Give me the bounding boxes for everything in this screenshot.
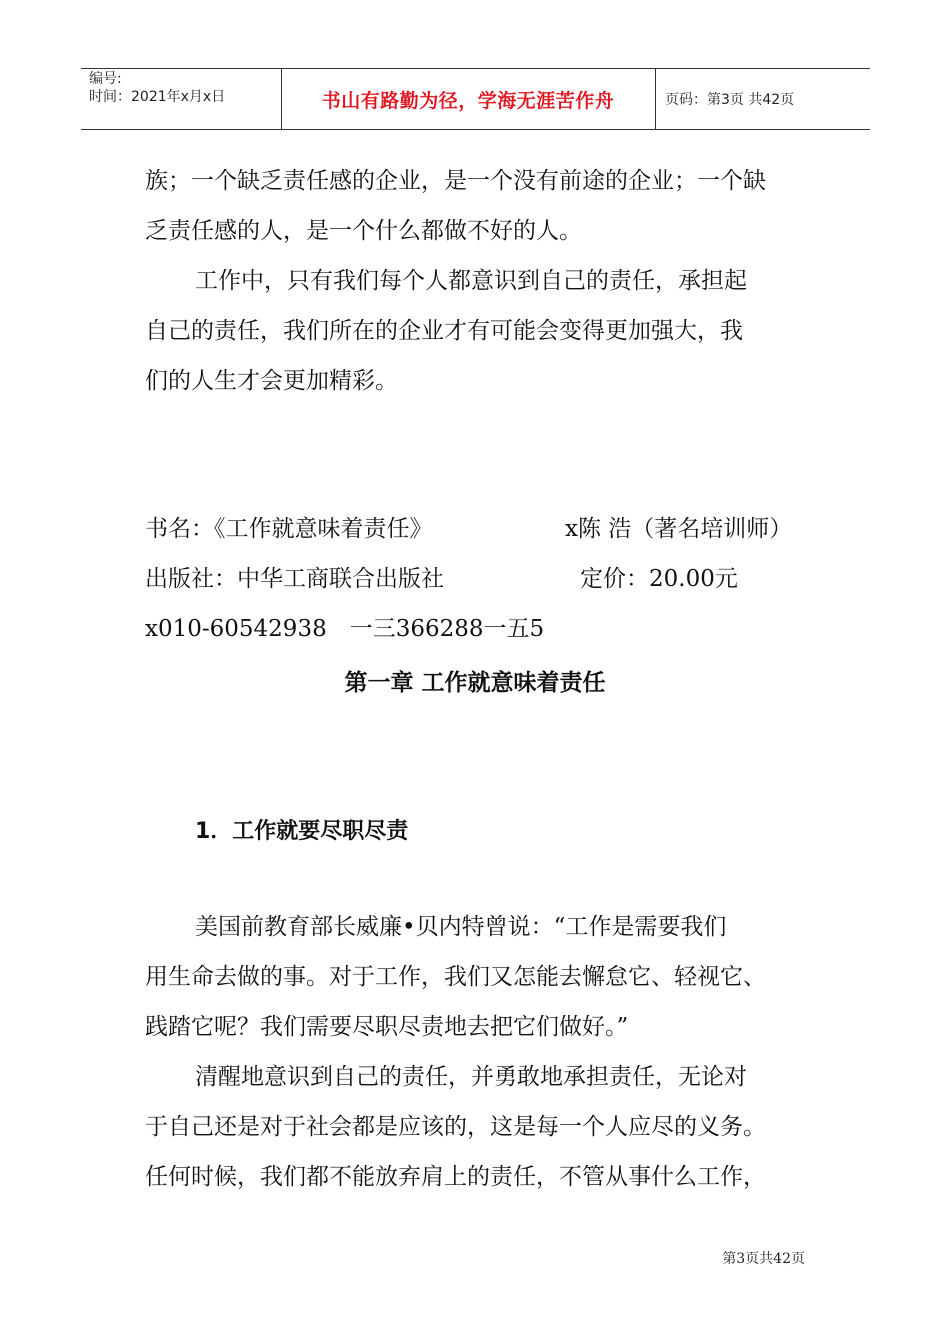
- paragraph-line: 清醒地意识到自己的责任，并勇敢地承担责任，无论对: [195, 1064, 747, 1090]
- number-label: 编号:: [89, 71, 122, 87]
- paragraph-line: 乏责任感的人，是一个什么都做不好的人。: [145, 218, 582, 244]
- header-page-info: 页码：第3页 共42页: [665, 92, 795, 108]
- page-header: [81, 68, 870, 130]
- paragraph-line: 们的人生才会更加精彩。: [145, 368, 398, 394]
- paragraph-line: 工作中，只有我们每个人都意识到自己的责任，承担起: [195, 268, 747, 294]
- paragraph-line: 族；一个缺乏责任感的企业，是一个没有前途的企业；一个缺: [145, 168, 766, 194]
- section-title: 1．工作就要尽职尽责: [195, 819, 409, 844]
- time-label: 时间：2021年x月x日: [89, 89, 226, 105]
- page-footer: 第3页共42页: [722, 1251, 805, 1267]
- header-meta: [89, 70, 225, 106]
- header-motto: 书山有路勤为径，学海无涯苦作舟: [321, 89, 615, 112]
- book-publisher: 出版社：中华工商联合出版社: [145, 566, 444, 592]
- paragraph-line: 于自己还是对于社会都是应该的，这是每一个人应尽的义务。: [145, 1114, 766, 1140]
- paragraph-line: 美国前教育部长威廉•贝内特曾说：“工作是需要我们: [195, 914, 727, 940]
- chapter-title: 第一章 工作就意味着责任: [344, 670, 606, 696]
- book-price: 定价：20.00元: [580, 566, 738, 592]
- header-divider: [655, 69, 656, 129]
- paragraph-line: 任何时候，我们都不能放弃肩上的责任，不管从事什么工作，: [145, 1164, 766, 1190]
- paragraph-line: 践踏它呢？我们需要尽职尽责地去把它们做好。”: [145, 1014, 629, 1040]
- paragraph-line: 用生命去做的事。对于工作，我们又怎能去懈怠它、轻视它、: [145, 964, 766, 990]
- paragraph-line: 自己的责任，我们所在的企业才有可能会变得更加强大，我: [145, 318, 743, 344]
- contact-phone: x010-60542938 一三366288一五5: [145, 616, 545, 642]
- book-author: x陈 浩（著名培训师）: [565, 516, 793, 542]
- book-title: 书名：《工作就意味着责任》: [145, 516, 433, 542]
